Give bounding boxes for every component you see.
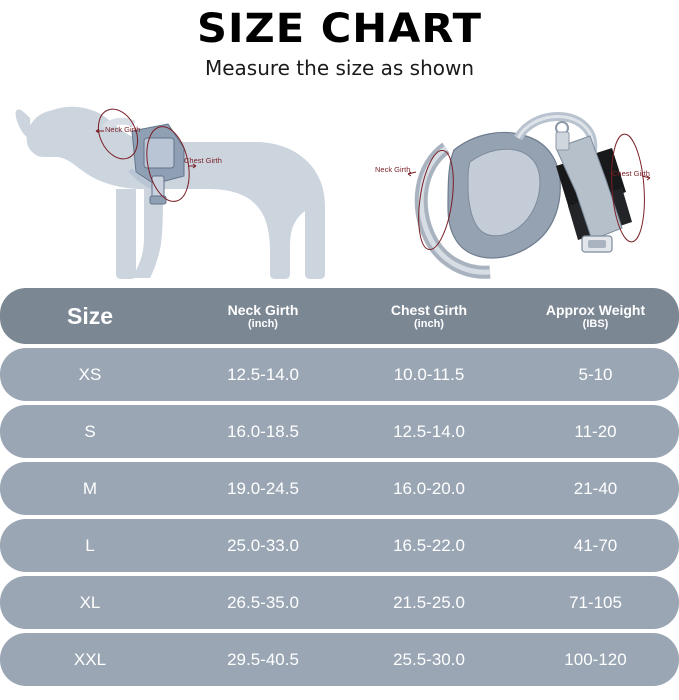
cell-size: M [82, 478, 98, 498]
cell-chest-girth: 12.5-14.0 [393, 421, 465, 441]
cell-approx-weight: 21-40 [573, 478, 618, 498]
left-neck-girth-label: Neck Girth [105, 125, 141, 134]
cell-approx-weight: 11-20 [574, 421, 617, 441]
cell-chest-girth: 16.5-22.0 [393, 535, 465, 555]
right-chest-girth-label: Chest Girth [612, 169, 650, 178]
dog-silhouette-icon [8, 88, 338, 283]
page-title: SIZE CHART [197, 6, 482, 52]
column-header-neck-girth-label: Neck Girth [227, 301, 299, 318]
cell-neck-girth: 25.0-33.0 [227, 535, 299, 555]
cell-approx-weight: 71-105 [569, 592, 622, 612]
cell-neck-girth: 29.5-40.5 [227, 649, 299, 669]
table-row [0, 462, 679, 515]
harness-product-icon [350, 88, 672, 283]
cell-approx-weight: 41-70 [573, 535, 618, 555]
column-header-approx-weight [512, 302, 679, 331]
table-row [0, 633, 679, 686]
cell-chest-girth: 25.5-30.0 [393, 649, 465, 669]
cell-size: XL [79, 592, 101, 612]
right-neck-girth-label: Neck Girth [375, 165, 411, 174]
harness-illustration [350, 88, 672, 283]
column-header-chest-girth-label: Chest Girth [390, 301, 468, 318]
cell-size: XXL [73, 649, 107, 669]
cell-neck-girth: 19.0-24.5 [227, 478, 299, 498]
cell-approx-weight: 100-120 [564, 649, 627, 669]
table-header-row [0, 288, 679, 344]
cell-neck-girth: 12.5-14.0 [227, 364, 299, 384]
cell-size: S [84, 421, 96, 441]
cell-approx-weight: 5-10 [578, 364, 613, 384]
left-chest-girth-label: Chest Girth [184, 156, 222, 165]
cell-size: L [85, 535, 95, 555]
cell-chest-girth: 10.0-11.5 [393, 364, 465, 384]
illustrations [0, 88, 679, 283]
table-row [0, 405, 679, 458]
cell-chest-girth: 21.5-25.0 [393, 592, 465, 612]
dog-illustration [8, 88, 338, 283]
size-table [0, 288, 679, 690]
page-subtitle: Measure the size as shown [204, 56, 475, 80]
column-header-size: Size [66, 302, 114, 329]
cell-neck-girth: 26.5-35.0 [227, 592, 299, 612]
column-header-neck-girth [180, 302, 346, 331]
column-header-chest-girth [346, 302, 512, 331]
column-header-approx-weight-unit: (IBS) [582, 317, 609, 330]
table-row [0, 576, 679, 629]
cell-size: XS [78, 364, 102, 384]
column-header-chest-girth-unit: (inch) [414, 317, 444, 330]
header [0, 0, 679, 80]
cell-chest-girth: 16.0-20.0 [393, 478, 465, 498]
column-header-approx-weight-label: Approx Weight [545, 301, 646, 318]
column-header-neck-girth-unit: (inch) [248, 317, 278, 330]
cell-neck-girth: 16.0-18.5 [227, 421, 299, 441]
table-row [0, 519, 679, 572]
table-row [0, 348, 679, 401]
